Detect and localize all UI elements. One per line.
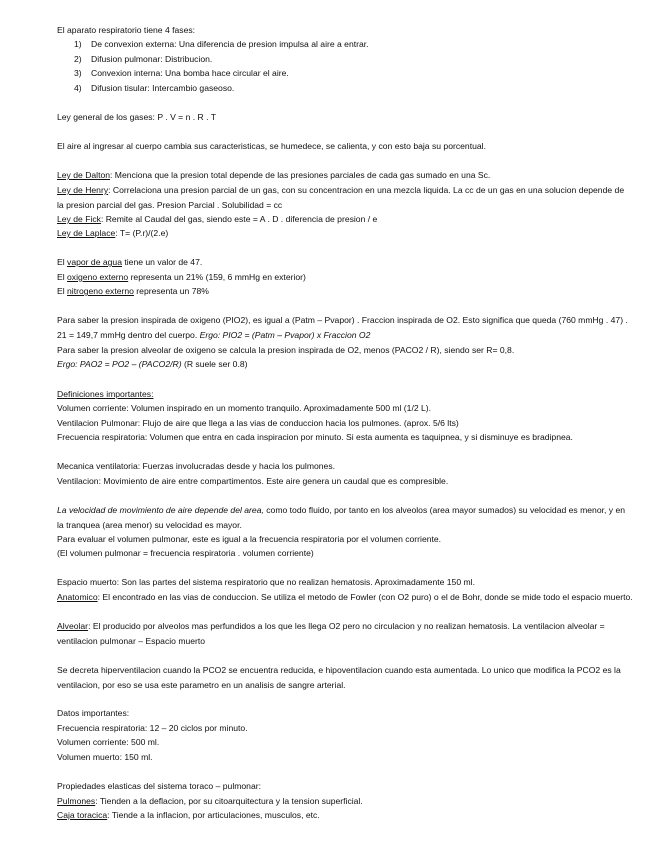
vapor-line xyxy=(57,255,633,270)
velocity-italic: La velocidad de movimiento de aire depende del area, xyxy=(57,505,264,515)
laplace-text: : T= (P.r)/(2.e) xyxy=(115,228,169,238)
anatomic-text: : El encontrado en las vias de conduccion. Se utiliza el metodo de Fowler (con O2 puro) o el de Bohr, donde se mide todo el espacio muerto. xyxy=(97,592,633,602)
data-item: Frecuencia respiratoria: 12 – 20 ciclos por minuto. xyxy=(57,723,248,733)
dalton-term: Ley de Dalton xyxy=(57,170,111,180)
henry-law xyxy=(57,183,633,212)
nitrogen-line xyxy=(57,284,633,299)
alveolar-text: : El producido por alveolos mas perfundidos a los que les llega O2 pero no circulacion y no realizan hematosis. La ventilacion alveolar = ventilacion pulmonar – Espacio muerto xyxy=(57,621,605,646)
caja-term: Caja toracica xyxy=(57,810,108,820)
text-fragment: El xyxy=(57,286,68,296)
pulmones-line xyxy=(57,794,633,809)
pio2-paragraph xyxy=(57,313,633,342)
pao2-text: Para saber la presion alveolar de oxigeno se calcula la presion inspirada de O2, menos (PACO2 / R), siendo ser R= 0,8. xyxy=(57,345,515,355)
pao2-note: (R suele ser 0.8) xyxy=(181,359,248,369)
definition-item: Ventilacion: Movimiento de aire entre compartimentos. Este aire genera un caudal que es compresible. xyxy=(57,476,449,486)
list-item-number: 4) xyxy=(74,83,82,93)
hyperventilation-paragraph: Se decreta hiperventilacion cuando la PCO2 se encuentra reducida, e hipoventilacion cuando esta aumentada. Lo unico que modifica la PCO2 es la ventilacion, por eso se usa este parametro en un analisis de sangre arterial. xyxy=(57,665,621,690)
oxygen-line xyxy=(57,270,633,285)
text-fragment: El xyxy=(57,257,68,267)
velocity-text: como todo fluido, por tanto en los alveolos (area mayor sumados) su velocidad es menor, y en la tranquea (area menor) su velocidad es mayor. xyxy=(57,505,626,530)
data-heading: Datos importantes: xyxy=(57,708,130,718)
list-item: De convexion externa: Una diferencia de presion impulsa al aire a entrar. xyxy=(91,39,369,49)
text-fragment: tiene un valor de 47. xyxy=(121,257,203,267)
nitrogen-term: nitrogeno externo xyxy=(67,286,134,296)
caja-line xyxy=(57,808,633,823)
vapor-term: vapor de agua xyxy=(67,257,122,267)
text-fragment: representa un 78% xyxy=(133,286,209,296)
air-change-line: El aire al ingresar al cuerpo cambia sus caracteristicas, se humedece, se calienta, y con esto baja su porcentual. xyxy=(57,141,486,151)
definition-item: Frecuencia respiratoria: Volumen que entra en cada inspiracion por minuto. Si esta aumenta es taquipnea, y si disminuye es bradipnea. xyxy=(57,432,573,442)
anatomic-paragraph xyxy=(57,590,633,605)
list-item-number: 3) xyxy=(74,68,82,78)
data-item: Volumen muerto: 150 ml. xyxy=(57,752,153,762)
fick-law xyxy=(57,212,633,227)
definition-item: Ventilacion Pulmonar: Flujo de aire que llega a las vias de conduccion hacia los pulmones. (aprox. 5/6 lts) xyxy=(57,418,459,428)
text-fragment: El xyxy=(57,272,68,282)
definitions-heading: Definiciones importantes: xyxy=(57,389,154,399)
velocity-line-2: Para evaluar el volumen pulmonar, este es igual a la frecuencia respiratoria por el volumen corriente. xyxy=(57,534,442,544)
dead-space-intro: Espacio muerto: Son las partes del sistema respiratorio que no realizan hematosis. Aproximadamente 150 ml. xyxy=(57,577,475,587)
caja-text: : Tiende a la inflacion, por articulaciones, musculos, etc. xyxy=(107,810,320,820)
henry-term: Ley de Henry xyxy=(57,185,109,195)
intro-line: El aparato respiratorio tiene 4 fases: xyxy=(57,25,196,35)
dalton-text: : Menciona que la presion total depende de las presiones parciales de cada gas sumado en una Sc. xyxy=(110,170,491,180)
henry-text: : Correlaciona una presion parcial de un gas, con su concentracion en una mezcla liquida. La cc de un gas en una solucion depende de la presion parcial del gas. Presion Parcial . Solubilidad = cc xyxy=(57,185,625,210)
laplace-law xyxy=(57,226,633,241)
pao2-formula: Ergo: PAO2 = PO2 – (PACO2/R) xyxy=(57,359,182,369)
anatomic-term: Anatomico xyxy=(57,592,98,602)
alveolar-term: Alveolar xyxy=(57,621,89,631)
gas-law-line: Ley general de los gases: P . V = n . R . T xyxy=(57,112,216,122)
laplace-term: Ley de Laplace xyxy=(57,228,116,238)
text-fragment: representa un 21% (159, 6 mmHg en exterior) xyxy=(128,272,306,282)
velocity-line-3: (El volumen pulmonar = frecuencia respiratoria . volumen corriente) xyxy=(57,548,314,558)
fick-text: : Remite al Caudal del gas, siendo este = A . D . diferencia de presion / e xyxy=(100,214,378,224)
list-item-number: 2) xyxy=(74,54,82,64)
list-item: Convexion interna: Una bomba hace circular el aire. xyxy=(91,68,289,78)
elastic-heading: Propiedades elasticas del sistema toraco – pulmonar: xyxy=(57,781,261,791)
pio2-formula: Ergo: PIO2 = (Patm – Pvapor) x Fraccion O2 xyxy=(199,329,371,340)
fick-term: Ley de Fick xyxy=(57,214,101,224)
list-item: Difusion pulmonar: Distribucion. xyxy=(91,54,213,64)
pao2-formula-line xyxy=(57,357,633,372)
list-item-number: 1) xyxy=(74,39,82,49)
definition-item: Volumen corriente: Volumen inspirado en un momento tranquilo. Aproximadamente 500 ml (1/2 L). xyxy=(57,403,432,413)
list-item: Difusion tisular: Intercambio gaseoso. xyxy=(91,83,235,93)
pulmones-text: : Tienden a la deflacion, por su citoarquitectura y la tension superficial. xyxy=(95,796,363,806)
pulmones-term: Pulmones xyxy=(57,796,96,806)
data-item: Volumen corriente: 500 ml. xyxy=(57,737,160,747)
oxygen-term: oxigeno externo xyxy=(67,272,129,282)
dalton-law xyxy=(57,168,633,183)
velocity-paragraph xyxy=(57,503,633,532)
definition-item: Mecanica ventilatoria: Fuerzas involucradas desde y hacia los pulmones. xyxy=(57,461,336,471)
alveolar-paragraph xyxy=(57,619,633,648)
pio2-text: Para saber la presion inspirada de oxigeno (PIO2), es igual a (Patm – Pvapor) . Fraccion inspirada de O2. Esto significa que queda (760 mmHg . 47) . 21 = 149,7 mmHg dentro del cuerpo. xyxy=(57,315,628,340)
